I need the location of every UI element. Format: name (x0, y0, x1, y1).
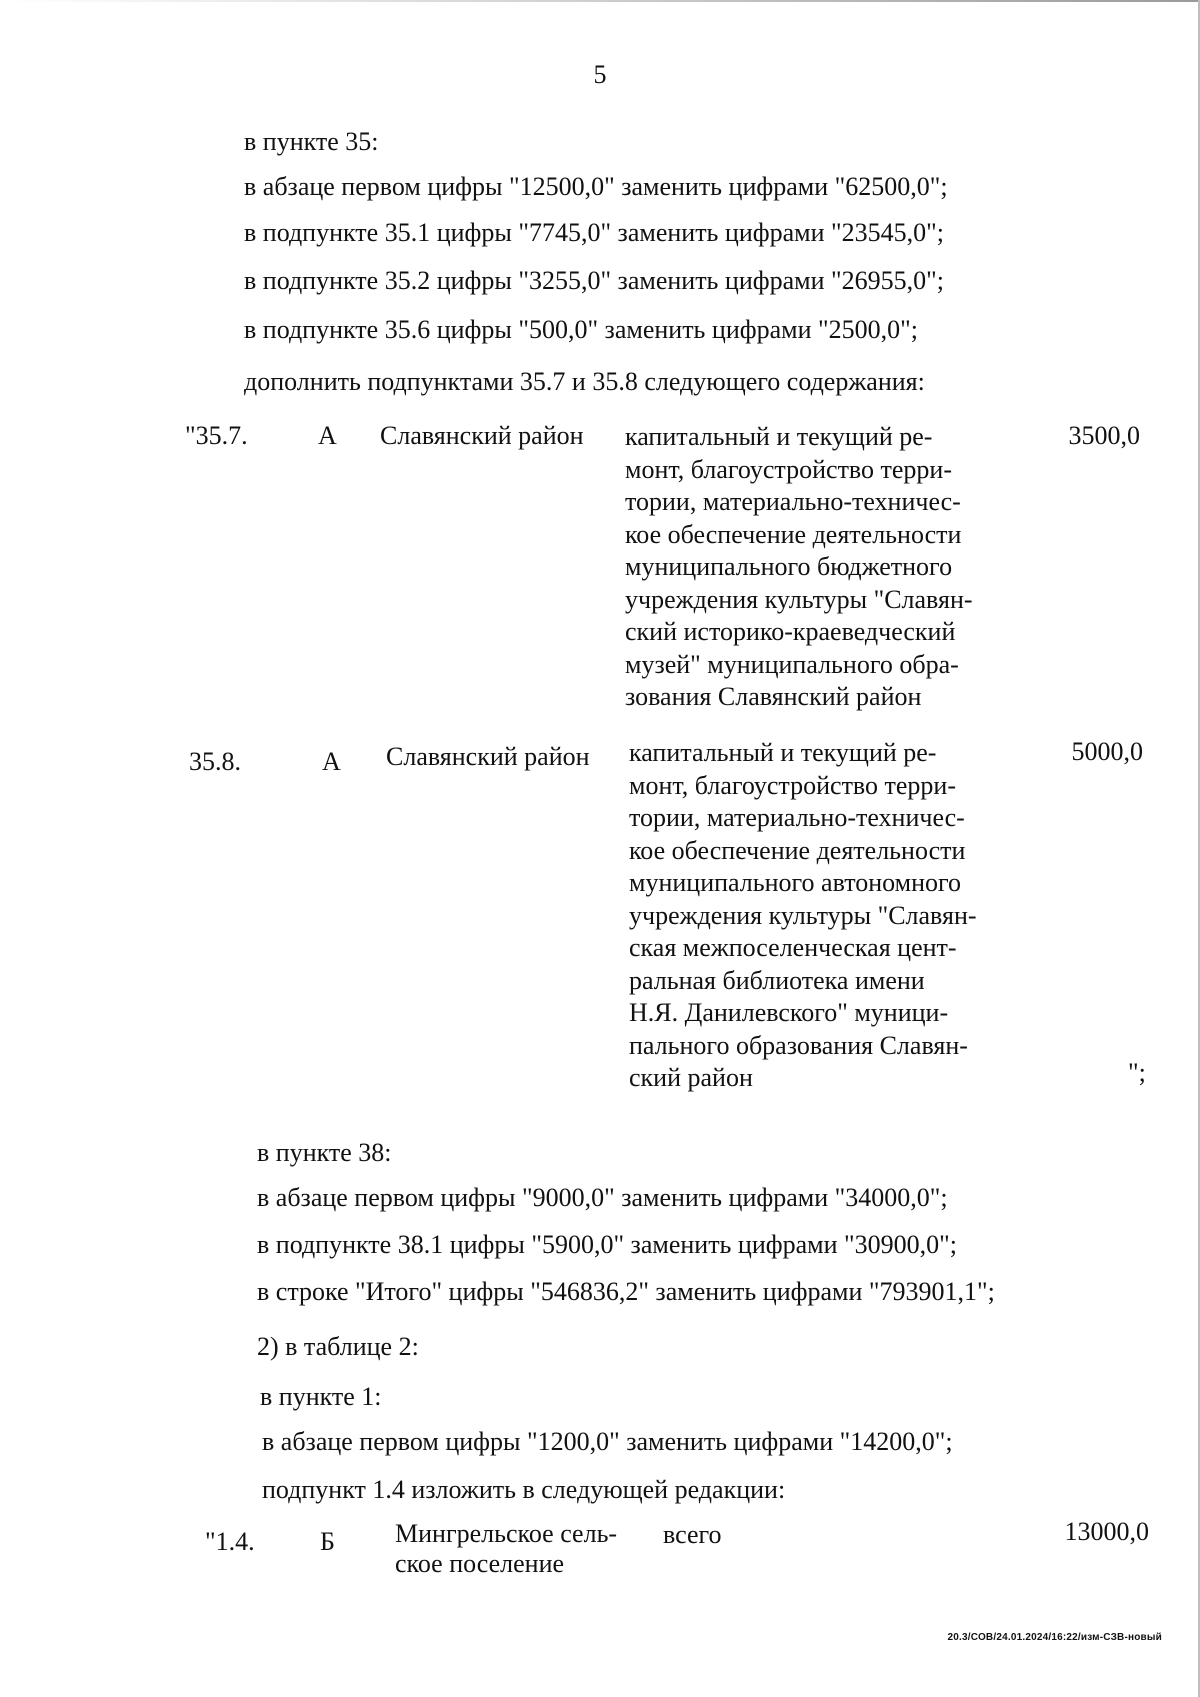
paragraph-add-subitems: дополнить подпунктами 35.7 и 35.8 следующего содержания: (244, 367, 925, 396)
description-line: монт, благоустройство терри- (625, 454, 953, 484)
row-district (380, 421, 584, 451)
description-line: всего (663, 1520, 722, 1549)
row-category: Б (320, 1527, 335, 1556)
paragraph-item-1-heading: в пункте 1: (260, 1382, 382, 1411)
paragraph-item-35-heading: в пункте 35: (244, 127, 379, 156)
description-line: тории, материально-техничес- (625, 487, 961, 516)
description-line: учреждения культуры "Славян- (625, 584, 973, 614)
description-line: пального образования Славян- (629, 1030, 968, 1060)
row-number: 35.8. (189, 747, 241, 776)
row-amount: 3500,0 (1068, 421, 1140, 450)
row-district-line: Славянский район (386, 742, 590, 771)
row-district-line: Славянский район (380, 421, 584, 450)
description-line: капитальный и текущий ре- (629, 738, 937, 767)
description-line: муниципального бюджетного (625, 552, 953, 581)
row-district-line: ское поселение (395, 1549, 565, 1578)
row-category: А (318, 421, 337, 450)
description-line: ский историко-краеведческий (625, 617, 956, 646)
description-line: учреждения культуры "Славян- (629, 900, 977, 930)
description-line: монт, благоустройство терри- (629, 770, 957, 800)
description-line: музей" муниципального обра- (625, 649, 959, 679)
paragraph-subitem-35-2: в подпункте 35.2 цифры "3255,0" заменить цифрами "26955,0"; (244, 266, 944, 295)
row-description (629, 737, 1007, 1095)
paragraph-item-38-first-paragraph: в абзаце первом цифры "9000,0" заменить цифрами "34000,0"; (257, 1183, 948, 1212)
paragraph-total-row: в строке "Итого" цифры "546836,2" заменить цифрами "793901,1"; (257, 1277, 995, 1306)
row-amount: 13000,0 (1064, 1517, 1149, 1546)
paragraph-item-38-heading: в пункте 38: (257, 1138, 392, 1167)
description-line: муниципального автономного (629, 868, 962, 897)
row-description (625, 421, 1003, 714)
row-number: "35.7. (185, 421, 248, 450)
description-line: зования Славянский район (625, 682, 922, 711)
page-number: 5 (593, 60, 607, 89)
description-line: капитальный и текущий ре- (625, 422, 933, 451)
closing-quote: "; (1128, 1058, 1146, 1087)
description-line: Н.Я. Данилевского" муници- (629, 998, 949, 1027)
row-category: А (322, 747, 341, 776)
description-line: кое обеспечение деятельности (625, 519, 962, 549)
row-amount: 5000,0 (1071, 737, 1143, 766)
row-number: "1.4. (205, 1527, 255, 1556)
description-line: ская межпоселенческая цент- (629, 933, 957, 962)
scan-edge-top (0, 0, 1200, 2)
description-line: тории, материально-техничес- (629, 803, 965, 832)
description-line: ральная библиотека имени (629, 965, 925, 995)
paragraph-subitem-35-1: в подпункте 35.1 цифры "7745,0" заменить цифрами "23545,0"; (244, 218, 944, 247)
paragraph-subitem-1-4-intro: подпункт 1.4 изложить в следующей редакции: (262, 1475, 786, 1504)
row-district (386, 742, 590, 772)
document-registration-code: 20.3/СОВ/24.01.2024/16:22/изм-СЗВ-новый (947, 1632, 1162, 1643)
row-description (663, 1519, 783, 1552)
paragraph-subitem-35-6: в подпункте 35.6 цифры "500,0" заменить цифрами "2500,0"; (244, 315, 918, 344)
paragraph-item-35-first-paragraph: в абзаце первом цифры "12500,0" заменить цифрами "62500,0"; (244, 172, 948, 201)
row-district (395, 1519, 617, 1579)
row-district-line: Мингрельское сель- (395, 1519, 618, 1548)
description-line: ский район (629, 1063, 753, 1092)
paragraph-table-2: 2) в таблице 2: (257, 1332, 419, 1361)
paragraph-item-1-first-paragraph: в абзаце первом цифры "1200,0" заменить цифрами "14200,0"; (262, 1427, 953, 1456)
paragraph-subitem-38-1: в подпункте 38.1 цифры "5900,0" заменить цифрами "30900,0"; (257, 1230, 957, 1259)
description-line: кое обеспечение деятельности (629, 835, 966, 865)
